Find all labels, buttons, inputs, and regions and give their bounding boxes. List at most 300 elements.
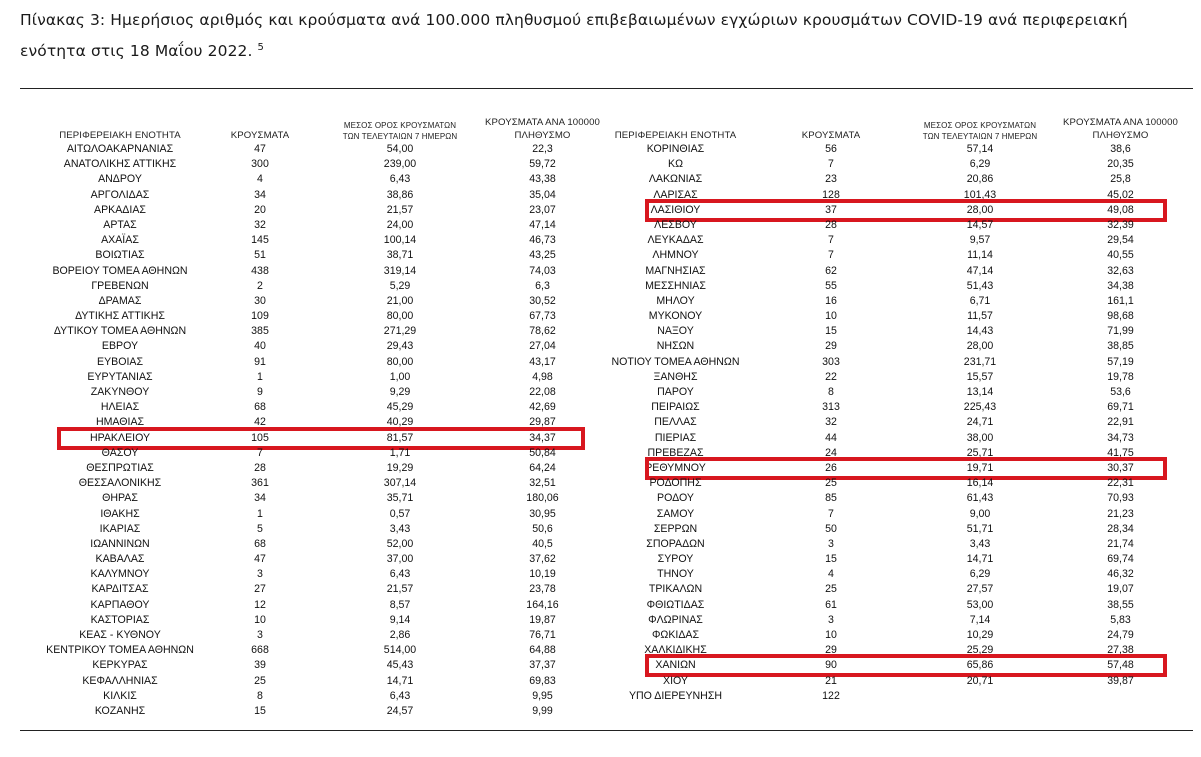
cell-rate: 40,5	[532, 537, 553, 550]
cell-unit: ΗΛΕΙΑΣ	[100, 401, 140, 414]
table-row	[20, 643, 610, 658]
cell-cases: 68	[254, 401, 266, 414]
cell-cases: 27	[254, 583, 266, 596]
left-table-body	[20, 142, 610, 719]
cell-cases: 68	[254, 537, 266, 550]
cell-rate: 43,38	[529, 173, 556, 186]
cell-avg: 5,29	[389, 279, 411, 292]
cell-unit: ΝΗΣΩΝ	[656, 340, 695, 353]
cell-avg: 11,14	[967, 249, 993, 262]
cell-rate: 47,14	[529, 218, 556, 231]
cell-cases: 47	[254, 143, 266, 155]
cell-rate: 69,71	[1107, 401, 1134, 414]
cell-avg: 28,00	[966, 340, 994, 353]
table-row	[603, 628, 1193, 643]
cell-avg: 16,14	[966, 477, 994, 490]
cell-cases: 24	[825, 446, 837, 459]
header-per100k	[1048, 116, 1193, 142]
table-row	[603, 188, 1193, 203]
cell-unit: ΧΙΟΥ	[663, 674, 688, 687]
table-row	[20, 218, 610, 233]
header-cases: ΚΡΟΥΣΜΑΤΑ	[230, 130, 290, 141]
cell-unit: ΖΑΚΥΝΘΟΥ	[90, 386, 150, 398]
cell-unit: ΑΝΑΤΟΛΙΚΗΣ ΑΤΤΙΚΗΣ	[63, 158, 177, 171]
cell-avg: 80,00	[386, 355, 414, 368]
cell-avg: 45,29	[386, 401, 414, 414]
cell-rate: 30,52	[529, 294, 556, 307]
cell-rate: 38,6	[1110, 143, 1131, 155]
cell-rate: 29,54	[1107, 234, 1134, 247]
table-row	[20, 582, 610, 597]
cell-avg: 6,43	[389, 689, 411, 702]
cell-avg: 27,57	[966, 583, 994, 596]
cell-rate: 70,93	[1107, 492, 1134, 505]
table-row	[20, 431, 610, 446]
table-row	[20, 309, 610, 324]
cell-cases: 22	[825, 370, 837, 383]
cell-unit: ΤΗΝΟΥ	[657, 568, 694, 581]
table-row	[603, 385, 1193, 400]
cell-unit: ΒΟΙΩΤΙΑΣ	[95, 249, 145, 262]
cell-unit: ΚΩ	[668, 158, 683, 171]
table-row	[20, 203, 610, 218]
cell-cases: 25	[825, 583, 837, 596]
cell-cases: 29	[825, 644, 837, 657]
cell-unit: ΚΕΑΣ - ΚΥΘΝΟΥ	[79, 629, 161, 641]
cell-unit: ΦΩΚΙΔΑΣ	[651, 629, 700, 641]
cell-avg: 51,43	[966, 279, 994, 292]
right-table-body	[603, 142, 1193, 704]
cell-avg: 57,14	[966, 143, 994, 155]
cell-rate: 35,04	[529, 188, 556, 201]
table-row	[603, 689, 1193, 704]
table-row	[603, 598, 1193, 613]
header-avg	[900, 120, 1060, 142]
cell-rate: 164,16	[526, 598, 559, 611]
header-unit: ΠΕΡΙΦΕΡΕΙΑΚΗ ΕΝΟΤΗΤΑ	[59, 130, 181, 141]
cell-unit: ΗΜΑΘΙΑΣ	[95, 416, 145, 429]
cell-unit: ΞΑΝΘΗΣ	[653, 370, 698, 383]
cell-cases: 7	[828, 158, 834, 171]
cell-rate: 64,88	[529, 644, 556, 657]
cell-cases: 2	[257, 279, 263, 292]
table-row	[20, 598, 610, 613]
cell-unit: ΛΑΣΙΘΙΟΥ	[650, 203, 701, 216]
cell-cases: 61	[825, 598, 837, 611]
cell-unit: ΘΕΣΣΑΛΟΝΙΚΗΣ	[78, 477, 162, 490]
cell-rate: 22,91	[1107, 416, 1134, 429]
cell-avg: 9,57	[969, 234, 991, 247]
cell-rate: 46,73	[529, 234, 556, 247]
table-row	[20, 370, 610, 385]
cell-cases: 3	[828, 537, 834, 550]
table-row	[20, 264, 610, 279]
cell-avg: 61,43	[966, 492, 994, 505]
cell-cases: 16	[825, 294, 837, 307]
cell-unit: ΧΑΛΚΙΔΙΚΗΣ	[644, 644, 707, 657]
cell-cases: 50	[825, 522, 837, 535]
cell-cases: 23	[825, 173, 837, 186]
cell-avg: 6,71	[969, 294, 991, 307]
cell-unit: ΡΕΘΥΜΝΟΥ	[645, 461, 706, 474]
header-per100k-line1: ΚΡΟΥΣΜΑΤΑ ΑΝΑ 100000	[1063, 117, 1178, 128]
cell-unit: ΛΑΡΙΣΑΣ	[653, 188, 698, 201]
cell-avg: 14,71	[966, 553, 994, 566]
cell-rate: 43,25	[529, 249, 556, 262]
cell-rate: 29,87	[529, 416, 556, 429]
cell-unit: ΚΙΛΚΙΣ	[103, 689, 137, 702]
cell-rate: 49,08	[1107, 203, 1134, 216]
table-row	[603, 157, 1193, 172]
cell-cases: 91	[254, 355, 266, 368]
cell-cases: 15	[825, 325, 837, 338]
bottom-rule	[20, 730, 1193, 731]
cell-unit: ΣΥΡΟΥ	[657, 553, 694, 566]
cell-rate: 42,69	[529, 401, 556, 414]
cell-cases: 29	[825, 340, 837, 353]
table-row	[20, 628, 610, 643]
cell-cases: 34	[254, 492, 266, 505]
cell-rate: 21,74	[1107, 537, 1134, 550]
cell-avg: 14,57	[966, 218, 994, 231]
table-row	[20, 446, 610, 461]
table-row	[603, 248, 1193, 263]
table-row	[20, 689, 610, 704]
cell-avg: 514,00	[383, 644, 417, 657]
cell-avg: 40,29	[386, 416, 414, 429]
cell-rate: 59,72	[529, 158, 556, 171]
cell-unit: ΗΡΑΚΛΕΙΟΥ	[89, 431, 151, 444]
cell-avg: 319,14	[383, 264, 417, 277]
top-rule	[20, 88, 1193, 89]
cell-rate: 34,38	[1107, 279, 1134, 292]
cell-rate: 32,39	[1107, 218, 1134, 231]
table-row	[20, 674, 610, 689]
cell-cases: 3	[257, 629, 263, 641]
cell-avg: 20,71	[966, 674, 994, 687]
cell-unit: ΘΗΡΑΣ	[102, 492, 138, 505]
cell-avg: 81,57	[386, 431, 414, 444]
cell-avg: 20,86	[966, 173, 994, 186]
cell-rate: 32,51	[529, 477, 556, 490]
cell-unit: ΔΥΤΙΚΟΥ ΤΟΜΕΑ ΑΘΗΝΩΝ	[53, 325, 187, 338]
cell-unit: ΕΒΡΟΥ	[101, 340, 139, 353]
cell-avg: 225,43	[963, 401, 997, 414]
cell-avg: 45,43	[386, 659, 414, 672]
cell-unit: ΡΟΔΟΥ	[657, 492, 694, 505]
cell-cases: 20	[254, 203, 266, 216]
table-row	[603, 491, 1193, 506]
cell-unit: ΕΥΡΥΤΑΝΙΑΣ	[87, 370, 153, 383]
table-row	[603, 643, 1193, 658]
header-per100k-line2: ΠΛΗΘΥΣΜΟ	[514, 130, 571, 141]
cell-cases: 313	[822, 401, 840, 414]
cell-unit: ΠΙΕΡΙΑΣ	[654, 431, 697, 444]
table-row	[603, 567, 1193, 582]
cell-cases: 10	[825, 310, 837, 323]
cell-unit: ΣΑΜΟΥ	[656, 507, 695, 520]
cell-rate: 64,24	[529, 461, 556, 474]
cell-cases: 34	[254, 188, 266, 201]
cell-cases: 15	[825, 553, 837, 566]
cell-cases: 4	[828, 568, 834, 581]
cell-unit: ΙΩΑΝΝΙΝΩΝ	[90, 537, 150, 550]
cell-cases: 303	[822, 355, 840, 368]
cell-unit: ΠΑΡΟΥ	[657, 386, 694, 398]
cell-avg: 24,00	[386, 218, 414, 231]
cell-cases: 122	[822, 689, 840, 702]
cell-cases: 4	[257, 173, 263, 186]
right-table	[603, 112, 1193, 704]
table-row	[20, 355, 610, 370]
cell-unit: ΦΛΩΡΙΝΑΣ	[648, 613, 703, 626]
cell-unit: ΚΑΛΥΜΝΟΥ	[90, 568, 150, 581]
cell-rate: 23,07	[529, 203, 556, 216]
table-row	[603, 218, 1193, 233]
cell-unit: ΧΑΝΙΩΝ	[655, 659, 696, 672]
cell-unit: ΙΚΑΡΙΑΣ	[99, 522, 141, 535]
cell-unit: ΠΡΕΒΕΖΑΣ	[647, 446, 704, 459]
cell-rate: 22,3	[532, 143, 553, 155]
cell-rate: 10,19	[529, 568, 556, 581]
cell-unit: ΠΕΙΡΑΙΩΣ	[651, 401, 700, 414]
cell-rate: 9,95	[532, 689, 553, 702]
table-row	[20, 415, 610, 430]
table-row	[20, 157, 610, 172]
cell-cases: 109	[251, 310, 269, 323]
cell-avg: 9,00	[969, 507, 991, 520]
table-row	[603, 339, 1193, 354]
cell-unit: ΛΕΣΒΟΥ	[654, 218, 697, 231]
cell-avg: 307,14	[383, 477, 417, 490]
cell-rate: 161,1	[1107, 294, 1134, 307]
table-row	[603, 446, 1193, 461]
cell-cases: 32	[825, 416, 837, 429]
cell-avg: 15,57	[966, 370, 994, 383]
table-row	[20, 294, 610, 309]
cell-rate: 20,35	[1107, 158, 1134, 171]
header-per100k-line1: ΚΡΟΥΣΜΑΤΑ ΑΝΑ 100000	[485, 117, 600, 128]
cell-cases: 3	[828, 613, 834, 626]
cell-avg: 80,00	[386, 310, 414, 323]
cell-cases: 30	[254, 294, 266, 307]
table-row	[603, 658, 1193, 673]
table-row	[603, 461, 1193, 476]
cell-rate: 25,8	[1110, 173, 1131, 186]
cell-rate: 71,99	[1107, 325, 1134, 338]
cell-rate: 27,04	[529, 340, 556, 353]
cell-avg: 271,29	[383, 325, 417, 338]
cell-unit: ΜΑΓΝΗΣΙΑΣ	[645, 264, 706, 277]
table-caption	[20, 6, 1198, 65]
table-row	[20, 188, 610, 203]
cell-rate: 69,83	[529, 674, 556, 687]
cell-avg: 8,57	[389, 598, 411, 611]
header-per100k	[470, 116, 615, 142]
cell-avg: 52,00	[386, 537, 414, 550]
table-row	[20, 704, 610, 719]
cell-unit: ΜΗΛΟΥ	[656, 294, 695, 307]
table-row	[20, 461, 610, 476]
cell-unit: ΚΑΣΤΟΡΙΑΣ	[90, 613, 150, 626]
cell-avg: 239,00	[383, 158, 417, 171]
cell-rate: 41,75	[1107, 446, 1134, 459]
cell-avg: 19,71	[966, 461, 994, 474]
cell-rate: 28,34	[1107, 522, 1134, 535]
cell-cases: 105	[251, 431, 269, 444]
cell-unit: ΚΑΒΑΛΑΣ	[95, 553, 145, 566]
table-row	[603, 476, 1193, 491]
table-row	[603, 552, 1193, 567]
cell-avg: 14,43	[966, 325, 994, 338]
header-cases: ΚΡΟΥΣΜΑΤΑ	[801, 130, 861, 141]
cell-rate: 76,71	[529, 629, 556, 641]
cell-cases: 3	[257, 568, 263, 581]
cell-unit: ΣΕΡΡΩΝ	[653, 522, 698, 535]
cell-avg: 0,57	[389, 507, 411, 520]
table-row	[20, 339, 610, 354]
cell-rate: 5,83	[1110, 613, 1131, 626]
cell-cases: 56	[825, 143, 837, 155]
cell-avg: 65,86	[966, 659, 994, 672]
cell-avg: 13,14	[966, 386, 994, 398]
table-row	[603, 582, 1193, 597]
cell-rate: 50,84	[529, 446, 556, 459]
cell-cases: 47	[254, 553, 266, 566]
cell-avg: 19,29	[386, 461, 414, 474]
cell-rate: 37,62	[529, 553, 556, 566]
cell-rate: 19,07	[1107, 583, 1134, 596]
table-row	[603, 537, 1193, 552]
cell-unit: ΝΟΤΙΟΥ ΤΟΜΕΑ ΑΘΗΝΩΝ	[611, 355, 740, 368]
cell-cases: 90	[825, 659, 837, 672]
cell-rate: 4,98	[532, 370, 553, 383]
cell-avg: 3,43	[389, 522, 411, 535]
table-row	[603, 309, 1193, 324]
cell-cases: 28	[825, 218, 837, 231]
cell-avg: 9,29	[389, 386, 411, 398]
cell-cases: 55	[825, 279, 837, 292]
left-table	[20, 112, 610, 719]
table-row	[603, 172, 1193, 187]
table-row	[603, 674, 1193, 689]
cell-rate: 46,32	[1107, 568, 1134, 581]
cell-unit: ΣΠΟΡΑΔΩΝ	[646, 537, 705, 550]
cell-avg: 25,71	[966, 446, 994, 459]
cell-avg: 231,71	[963, 355, 997, 368]
cell-rate: 19,87	[529, 613, 556, 626]
cell-unit: ΑΙΤΩΛΟΑΚΑΡΝΑΝΙΑΣ	[66, 143, 174, 155]
cell-cases: 37	[825, 203, 837, 216]
header-unit: ΠΕΡΙΦΕΡΕΙΑΚΗ ΕΝΟΤΗΤΑ	[614, 130, 737, 141]
table-row	[20, 172, 610, 187]
cell-avg: 6,29	[969, 158, 991, 171]
table-row	[20, 233, 610, 248]
cell-avg: 6,29	[969, 568, 991, 581]
table-row	[603, 294, 1193, 309]
cell-avg: 53,00	[966, 598, 994, 611]
cell-unit: ΛΕΥΚΑΔΑΣ	[647, 234, 704, 247]
cell-cases: 40	[254, 340, 266, 353]
cell-rate: 180,06	[526, 492, 559, 505]
table-row	[20, 507, 610, 522]
header-avg-line2: ΤΩΝ ΤΕΛΕΥΤΑΙΩΝ 7 ΗΜΕΡΩΝ	[922, 132, 1038, 141]
cell-rate: 34,37	[529, 431, 556, 444]
cell-avg: 47,14	[966, 264, 994, 277]
header-avg-line1: ΜΕΣΟΣ ΟΡΟΣ ΚΡΟΥΣΜΑΤΩΝ	[343, 121, 457, 130]
cell-avg: 11,57	[967, 310, 993, 323]
cell-cases: 8	[257, 689, 263, 702]
cell-avg: 24,71	[966, 416, 994, 429]
table-row	[603, 279, 1193, 294]
cell-avg: 29,43	[386, 340, 414, 353]
cell-unit: ΚΟΡΙΝΘΙΑΣ	[646, 143, 705, 155]
cell-cases: 44	[825, 431, 837, 444]
table-row	[603, 233, 1193, 248]
cell-cases: 361	[251, 477, 269, 490]
cell-rate: 40,55	[1107, 249, 1134, 262]
table-row	[20, 476, 610, 491]
left-table-header	[20, 112, 610, 142]
table-row	[20, 385, 610, 400]
header-avg	[320, 120, 480, 142]
cell-avg: 10,29	[966, 629, 994, 641]
cell-avg: 38,71	[386, 249, 414, 262]
cell-cases: 51	[254, 249, 266, 262]
cell-cases: 12	[254, 598, 266, 611]
cell-rate: 69,74	[1107, 553, 1134, 566]
cell-avg: 25,29	[966, 644, 994, 657]
cell-avg: 21,00	[386, 294, 414, 307]
cell-unit: ΠΕΛΛΑΣ	[654, 416, 697, 429]
cell-avg: 9,14	[389, 613, 411, 626]
cell-rate: 9,99	[532, 704, 553, 717]
cell-cases: 25	[254, 674, 266, 687]
cell-unit: ΝΑΞΟΥ	[657, 325, 694, 338]
table-row	[603, 142, 1193, 157]
cell-avg: 100,14	[383, 234, 417, 247]
table-row	[20, 567, 610, 582]
cell-unit: ΛΗΜΝΟΥ	[652, 249, 699, 262]
table-row	[603, 324, 1193, 339]
cell-rate: 39,87	[1107, 674, 1134, 687]
cell-rate: 24,79	[1107, 629, 1134, 641]
cell-avg: 2,86	[389, 629, 411, 641]
cell-rate: 32,63	[1107, 264, 1134, 277]
header-avg-line1: ΜΕΣΟΣ ΟΡΟΣ ΚΡΟΥΣΜΑΤΩΝ	[923, 121, 1037, 130]
cell-cases: 128	[822, 188, 840, 201]
cell-rate: 6,3	[535, 279, 550, 292]
cell-cases: 438	[251, 264, 269, 277]
cell-cases: 7	[828, 249, 834, 262]
cell-unit: ΒΟΡΕΙΟΥ ΤΟΜΕΑ ΑΘΗΝΩΝ	[52, 264, 188, 277]
cell-avg: 28,00	[966, 203, 994, 216]
cell-cases: 28	[254, 461, 266, 474]
cell-rate: 74,03	[529, 264, 556, 277]
cell-unit: ΛΑΚΩΝΙΑΣ	[648, 173, 703, 186]
cell-cases: 10	[254, 613, 266, 626]
table-row	[603, 522, 1193, 537]
cell-avg: 7,14	[969, 613, 991, 626]
cell-cases: 25	[825, 477, 837, 490]
cell-cases: 5	[257, 522, 263, 535]
cell-avg: 38,00	[966, 431, 994, 444]
cell-avg: 37,00	[386, 553, 414, 566]
cell-unit: ΔΡΑΜΑΣ	[98, 294, 142, 307]
cell-unit: ΚΟΖΑΝΗΣ	[94, 704, 146, 717]
cell-unit: ΑΡΓΟΛΙΔΑΣ	[90, 188, 150, 201]
cell-unit: ΜΕΣΣΗΝΙΑΣ	[645, 279, 706, 292]
